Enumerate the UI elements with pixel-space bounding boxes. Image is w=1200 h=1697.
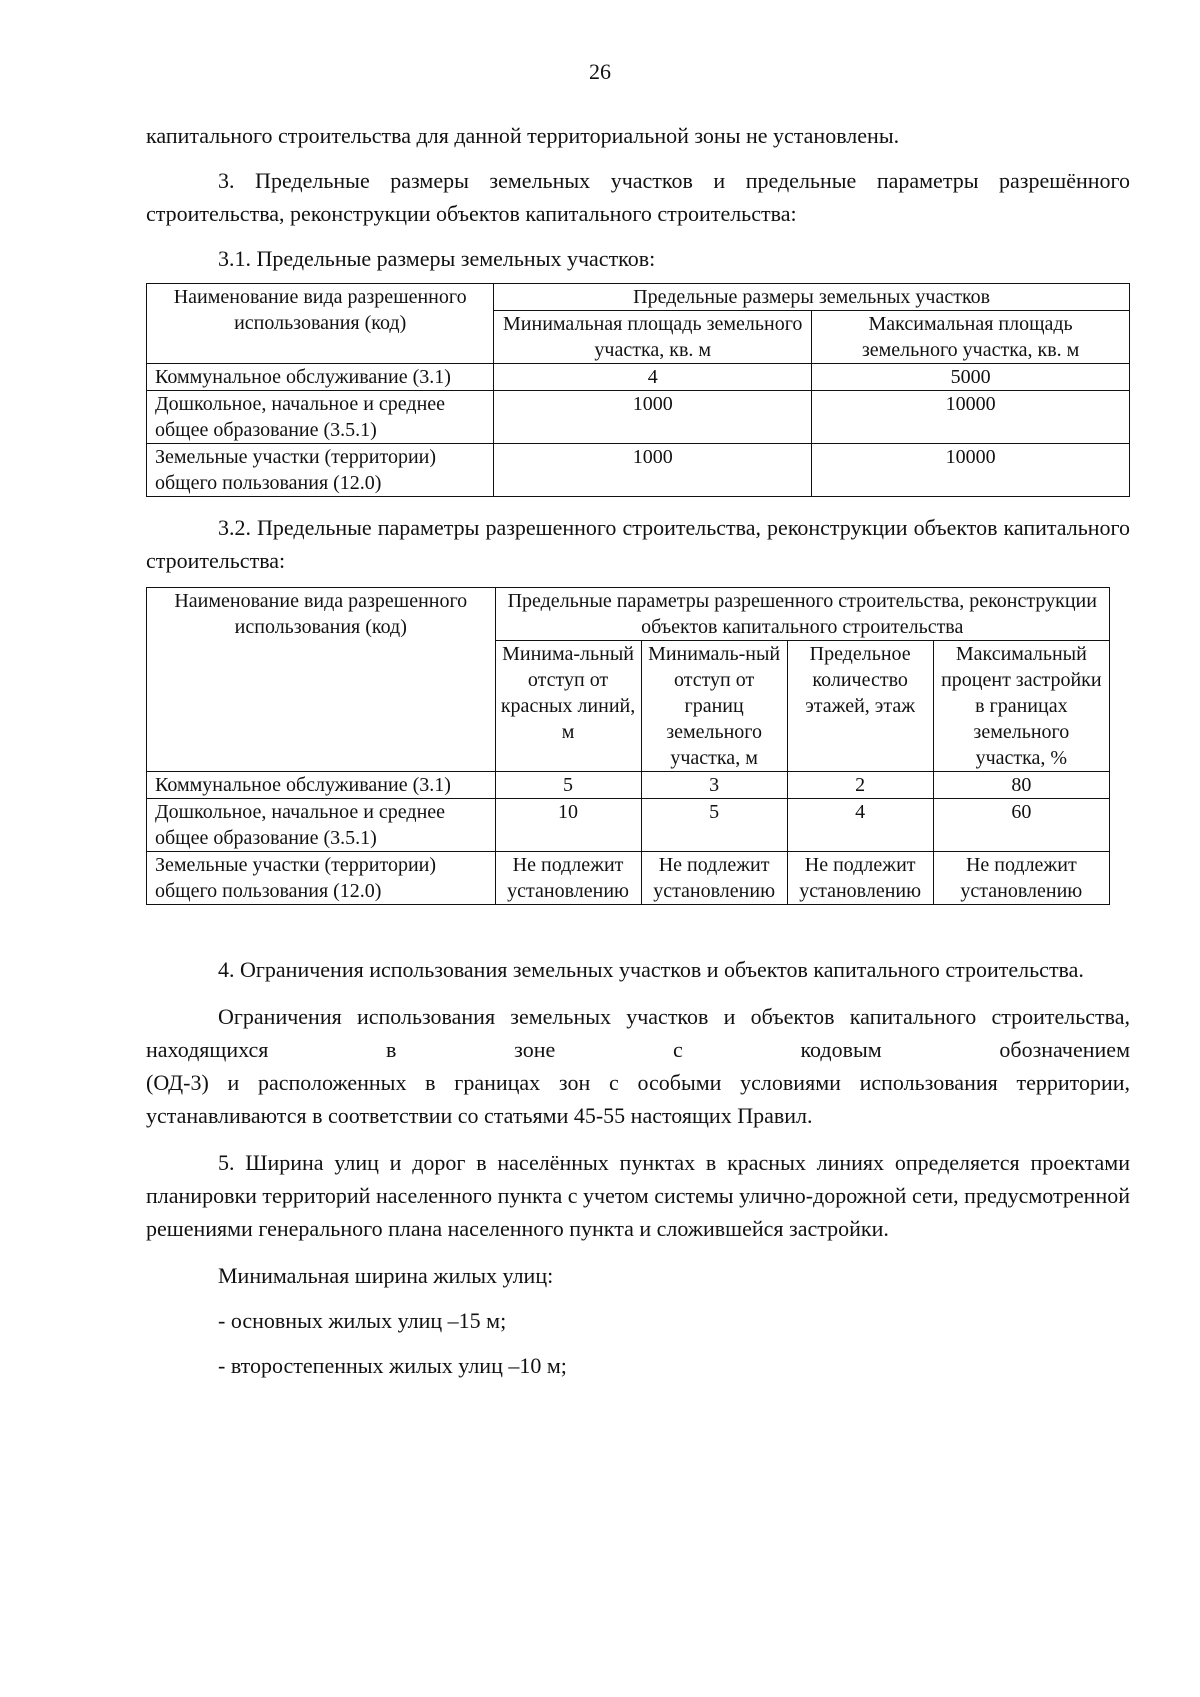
header-use-type: Наименование вида разрешенного использования (код) bbox=[147, 588, 496, 772]
row-value: 80 bbox=[933, 772, 1109, 799]
row-value: Не подлежит установлению bbox=[787, 852, 933, 905]
row-max-area: 10000 bbox=[812, 444, 1130, 497]
page-number: 26 bbox=[589, 59, 611, 84]
header-use-type: Наименование вида разрешенного использования (код) bbox=[147, 284, 494, 364]
table-row bbox=[147, 852, 1110, 905]
row-use-type: Дошкольное, начальное и среднее общее образование (3.5.1) bbox=[147, 799, 496, 852]
header-params-group: Предельные параметры разрешенного строительства, реконструкции объектов капитального строительства bbox=[495, 588, 1109, 641]
table-row bbox=[147, 772, 1110, 799]
row-min-area: 4 bbox=[494, 364, 812, 391]
row-use-type: Земельные участки (территории) общего пользования (12.0) bbox=[147, 444, 494, 497]
row-value: 3 bbox=[641, 772, 787, 799]
header-max-coverage: Максимальный процент застройки в границах земельного участка, % bbox=[933, 641, 1109, 772]
row-use-type: Коммунальное обслуживание (3.1) bbox=[147, 364, 494, 391]
paragraph-section-3-2: 3.2. Предельные параметры разрешенного строительства, реконструкции объектов капитального строительства: bbox=[146, 515, 1130, 573]
row-max-area: 5000 bbox=[812, 364, 1130, 391]
row-max-area: 10000 bbox=[812, 391, 1130, 444]
row-value: Не подлежит установлению bbox=[641, 852, 787, 905]
row-min-area: 1000 bbox=[494, 444, 812, 497]
paragraph-min-street-width: Минимальная ширина жилых улиц: bbox=[218, 1263, 554, 1288]
row-value: 10 bbox=[495, 799, 641, 852]
row-value: Не подлежит установлению bbox=[495, 852, 641, 905]
row-value: Не подлежит установлению bbox=[933, 852, 1109, 905]
row-value: 4 bbox=[787, 799, 933, 852]
paragraph-section-3: 3. Предельные размеры земельных участков и предельные параметры разрешённого строительства, реконструкции объектов капитального строительства: bbox=[146, 168, 1130, 226]
table-row bbox=[147, 391, 1130, 444]
paragraph-continuation: капитального строительства для данной территориальной зоны не установлены. bbox=[146, 123, 900, 148]
paragraph-section-4: 4. Ограничения использования земельных участков и объектов капитального строительства. bbox=[218, 957, 1084, 982]
header-min-setback-boundaries: Минималь-ный отступ от границ земельного участка, м bbox=[641, 641, 787, 772]
list-item-secondary-streets: - второстепенных жилых улиц –10 м; bbox=[218, 1353, 567, 1378]
table-row bbox=[147, 799, 1110, 852]
construction-params-table bbox=[146, 587, 1110, 905]
row-min-area: 1000 bbox=[494, 391, 812, 444]
header-max-area: Максимальная площадь земельного участка, кв. м bbox=[812, 311, 1130, 364]
paragraph-restrictions-part-1: Ограничения использования земельных участков и объектов капитального строительства, находящихся в зоне с кодовым обозначением bbox=[146, 1004, 1130, 1062]
paragraph-section-3-1: 3.1. Предельные размеры земельных участков: bbox=[218, 246, 656, 271]
header-min-area: Минимальная площадь земельного участка, кв. м bbox=[494, 311, 812, 364]
document-body bbox=[146, 119, 1130, 1382]
header-min-setback-red-lines: Минима-льный отступ от красных линий, м bbox=[495, 641, 641, 772]
table-header-row bbox=[147, 284, 1130, 311]
table-row bbox=[147, 444, 1130, 497]
row-value: 60 bbox=[933, 799, 1109, 852]
plot-size-table bbox=[146, 283, 1130, 497]
row-value: 5 bbox=[495, 772, 641, 799]
row-value: 5 bbox=[641, 799, 787, 852]
list-item-main-streets: - основных жилых улиц –15 м; bbox=[218, 1308, 507, 1333]
header-plot-size-group: Предельные размеры земельных участков bbox=[494, 284, 1130, 311]
row-use-type: Коммунальное обслуживание (3.1) bbox=[147, 772, 496, 799]
row-value: 2 bbox=[787, 772, 933, 799]
paragraph-section-5: 5. Ширина улиц и дорог в населённых пунктах в красных линиях определяется проектами планировки территорий населенного пункта с учетом системы улично-дорожной сети, предусмотренной решениями генерального плана населенного пункта и сложившейся застройки. bbox=[146, 1150, 1130, 1241]
row-use-type: Дошкольное, начальное и среднее общее образование (3.5.1) bbox=[147, 391, 494, 444]
table-row bbox=[147, 364, 1130, 391]
header-max-floors: Предельное количество этажей, этаж bbox=[787, 641, 933, 772]
table-header-row bbox=[147, 588, 1110, 641]
row-use-type: Земельные участки (территории) общего пользования (12.0) bbox=[147, 852, 496, 905]
paragraph-restrictions-part-2: (ОД-3) и расположенных в границах зон с особыми условиями использования территории, устанавливаются в соответствии со статьями 45-55 настоящих Правил. bbox=[146, 1070, 1130, 1128]
